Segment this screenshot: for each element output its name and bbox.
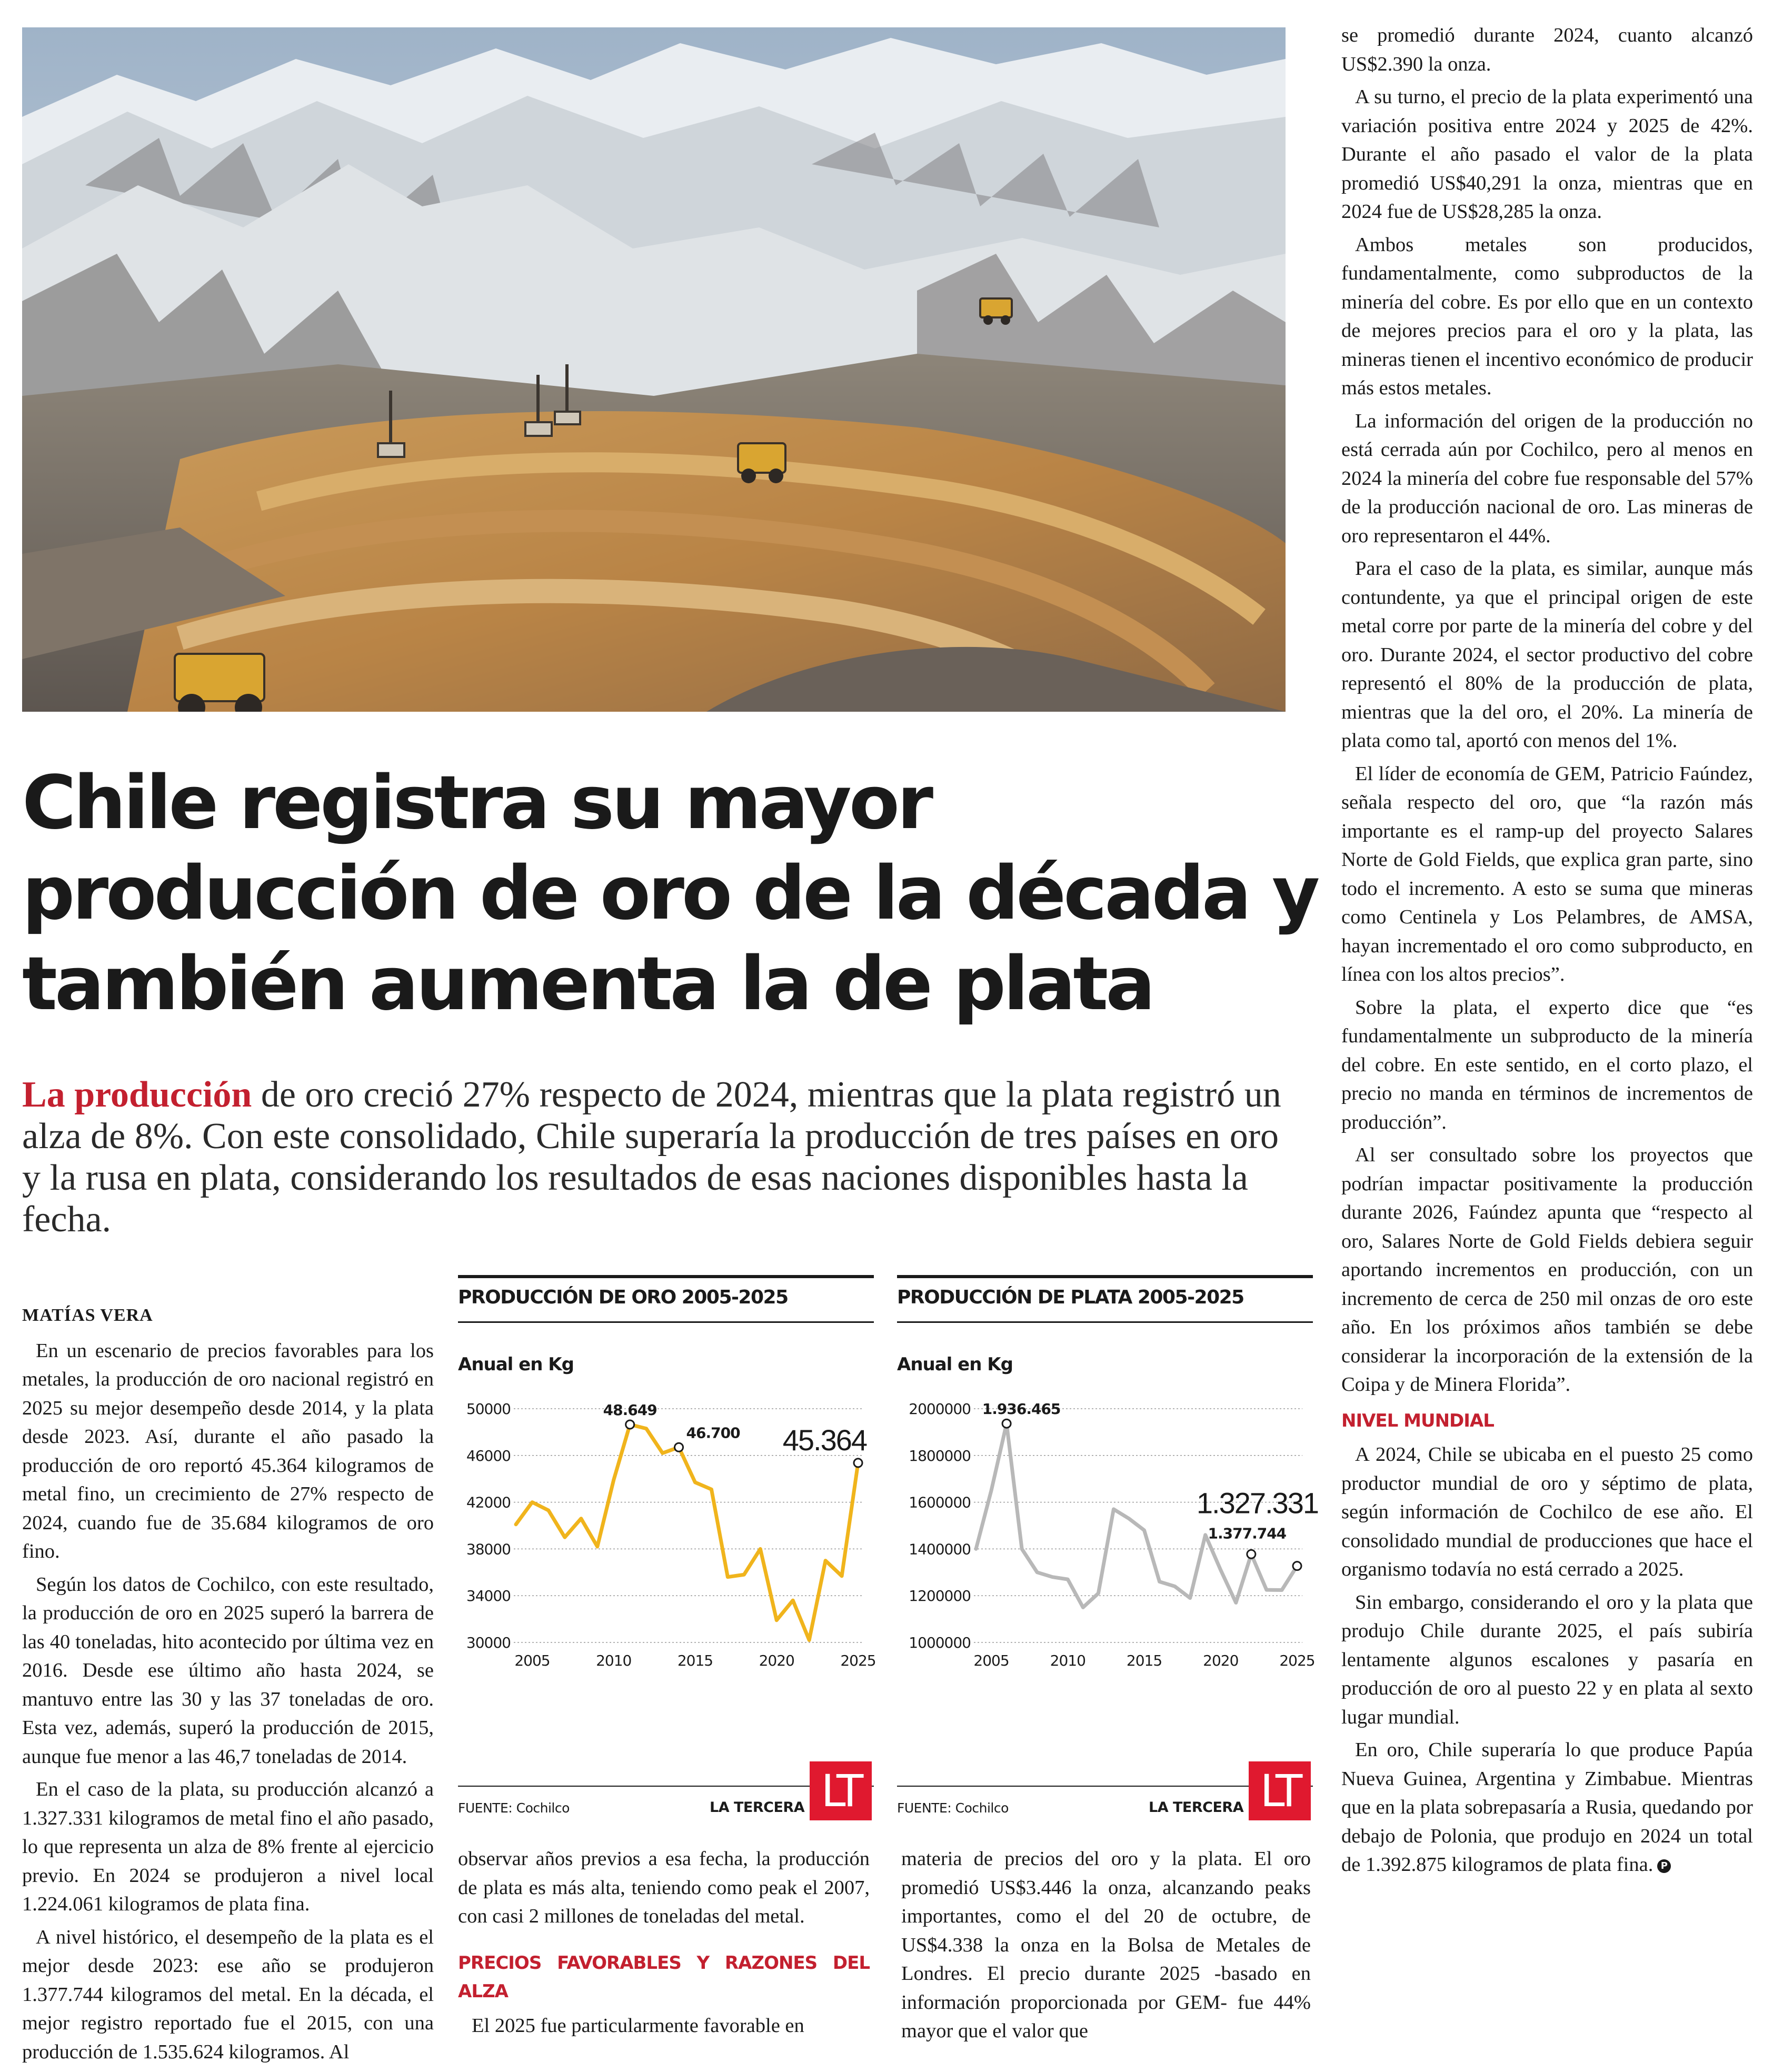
y-tick-label: 2000000 [909, 1400, 971, 1418]
paragraph: Sin embargo, considerando el oro y la plata que produjo Chile durante 2025, el país subiría lentamente algunos escalones y pasaría en producción de oro al puesto 22 y en plata al sexto lugar mundial. [1341, 1591, 1753, 1728]
paragraph: En un escenario de precios favorables para los metales, la producción de oro nacional registró en 2025 su mejor desempeño desde 2014, y la plata desde 2023. Así, durante el año pasado la producción de oro reportó 45.364 kilogramos de metal fino, un crecimiento de 27% respecto de 2024, cuando fue de 35.684 kilogramos de oro fino. [22, 1339, 434, 1562]
chart-title-rule [458, 1321, 874, 1323]
paragraph: El 2025 fue particularmente favorable en [472, 2014, 804, 2037]
end-mark-icon: P [1657, 1859, 1671, 1873]
x-tick-label: 2025 [840, 1652, 876, 1669]
paragraph: A su turno, el precio de la plata experimentó una variación positiva entre 2024 y 2025 de 42%. Durante el año pasado el valor de la plata promedió US$40,291 la onza, mientras que en 2024 fue de US$28,285 la onza. [1341, 86, 1753, 223]
x-tick-label: 2010 [1050, 1652, 1085, 1669]
paragraph: En el caso de la plata, su producción alcanzó a 1.327.331 kilogramos de metal fino el año pasado, lo que representa un alza de 8% frente al ejercicio previo. En 2024 se produjeron a nivel local 1.224.061 kilogramos de plata fina. [22, 1778, 434, 1915]
chart-brand: LA TERCERA [710, 1799, 805, 1816]
x-tick-label: 2010 [596, 1652, 632, 1669]
paragraph: Ambos metales son producidos, fundamentalmente, como subproductos de la minería del cobre. Es por ello que en un contexto de mejores precios para el oro y la plata, las mineras tienen el incentivo económico de producir más estos metales. [1341, 233, 1753, 399]
chart-title-rule [897, 1321, 1313, 1323]
x-tick-label: 2015 [1126, 1652, 1162, 1669]
deck-lead: La producción [22, 1074, 252, 1115]
paragraph [1341, 1736, 1753, 1879]
paragraph: El líder de economía de GEM, Patricio Faúndez, señala respecto del oro, que “la razón más importante es el ramp-up del proyecto Salares Norte de Gold Fields, que explica gran parte, sino todo el incremento. A esto se suma que mineras como Centinela y Los Pelambres, de AMSA, hayan incrementado el oro como subproducto, en línea con los altos precios”. [1341, 762, 1753, 985]
section-subhead: NIVEL MUNDIAL [1341, 1410, 1494, 1431]
data-point-marker [675, 1443, 683, 1451]
deck-text: de oro creció 27% respecto de 2024, mientras que la plata registró un alza de 8%. Con este consolidado, Chile superaría la producción de tres países en oro y la rusa en plata, considerando los resultados de esas naciones disponibles hasta la fecha. [22, 1074, 1281, 1240]
data-label: 1.327.331 [1196, 1486, 1318, 1520]
article-column-4 [1341, 21, 1753, 1879]
y-tick-label: 42000 [466, 1493, 511, 1511]
article-column-2 [458, 1845, 870, 2040]
chart-brand: LA TERCERA [1149, 1799, 1244, 1816]
data-point-marker [1247, 1550, 1256, 1558]
article-column-3 [901, 1845, 1311, 2046]
y-tick-label: 46000 [466, 1447, 511, 1465]
paragraph: se promedió durante 2024, cuanto alcanzó US$2.390 la onza. [1341, 24, 1753, 75]
y-tick-label: 1000000 [909, 1634, 971, 1651]
paragraph: observar años previos a esa fecha, la producción de plata es más alta, teniendo como peak el 2007, con casi 2 millones de toneladas del metal. [458, 1848, 870, 1927]
data-point-marker [854, 1459, 862, 1467]
y-tick-label: 1800000 [909, 1447, 971, 1465]
section-subhead: PRECIOS FAVORABLES Y RAZONES DEL ALZA [458, 1952, 870, 2002]
deck [22, 1074, 1296, 1240]
paragraph: Para el caso de la plata, es similar, aunque más contundente, ya que el principal origen de este metal corre por parte de la minería del cobre y del oro. Durante 2024, el sector productivo del cobre representó el 80% de la producción de plata, mientras que la del oro, el 20%. La minería de plata como tal, aportó con menos del 1%. [1341, 557, 1753, 752]
paragraph-text: En oro, Chile superaría lo que produce Papúa Nueva Guinea, Argentina y Zimbabue. Mientras que en la plata sobrepasaría a Rusia, quedando por debajo de Polonia, que produjo en 2024 un total de 1.392.875 kilogramos de plata fina. [1341, 1739, 1753, 1876]
data-point-marker [626, 1420, 634, 1429]
x-tick-label: 2015 [677, 1652, 713, 1669]
paragraph: A nivel histórico, el desempeño de la plata es el mejor desde 2023: ese año se produjeron 1.377.744 kilogramos del metal. En la década, el mejor registro reportado fue el 2015, con una producción de 1.535.624 kilogramos. Al [22, 1926, 434, 2063]
silver-line-plot [897, 1380, 1318, 1738]
x-tick-label: 2005 [514, 1652, 550, 1669]
headline [22, 758, 1318, 1030]
la-tercera-logo: LT [810, 1761, 872, 1820]
chart-title: PRODUCCIÓN DE ORO 2005-2025 [458, 1287, 788, 1308]
gold-production-chart [458, 1275, 874, 1828]
chart-title: PRODUCCIÓN DE PLATA 2005-2025 [897, 1287, 1244, 1308]
mine-photo [22, 27, 1286, 712]
y-tick-label: 1200000 [909, 1587, 971, 1605]
headline-line-3: también aumenta la de plata [22, 941, 1153, 1027]
headline-line-2: producción de oro de la década y [22, 851, 1318, 937]
y-tick-label: 1600000 [909, 1493, 971, 1511]
data-label: 46.700 [686, 1424, 740, 1442]
headline-line-1: Chile registra su mayor [22, 760, 931, 846]
data-label: 48.649 [603, 1401, 657, 1419]
y-tick-label: 30000 [466, 1634, 511, 1651]
series-line [516, 1424, 858, 1640]
article-column-1 [22, 1301, 434, 2066]
x-tick-label: 2020 [1203, 1652, 1239, 1669]
y-tick-label: 34000 [466, 1587, 511, 1605]
chart-top-rule [458, 1275, 874, 1278]
paragraph: La información del origen de la producción no está cerrada aún por Cochilco, pero al menos en 2024 la minería del cobre fue responsable del 57% de la producción nacional de oro. Las mineras de oro representaron el 44%. [1341, 410, 1753, 547]
paragraph: materia de precios del oro y la plata. El oro promedió US$3.446 la onza, alcanzando peaks importantes, como el del 20 de octubre, de US$4.338 la onza en la Bolsa de Metales de Londres. El precio durante 2025 -basado en información proporcionada por GEM- fue 44% mayor que el valor que [901, 1848, 1311, 2042]
gold-line-plot [458, 1380, 874, 1738]
y-tick-label: 50000 [466, 1400, 511, 1418]
data-label: 1.377.744 [1208, 1525, 1287, 1542]
paragraph: Según los datos de Cochilco, con este resultado, la producción de oro en 2025 superó la barrera de las 40 toneladas, hito acontecido por última vez en 2016. Desde ese último año hasta 2024, se mantuvo entre las 30 y las 37 toneladas de oro. Esta vez, además, superó la producción de 2015, aunque fue menor a las 46,7 toneladas de 2014. [22, 1573, 434, 1768]
paragraph: Al ser consultado sobre los proyectos que podrían impactar positivamente la producción durante 2026, Faúndez apunta que “respecto al oro, Salares Norte de Gold Fields debiera seguir aportando incrementos en producción, con un incremento de cerca de 250 mil onzas de oro este año. En los próximos años también se debe considerar la incorporación de la extensión de la Coipa y de Minera Florida”. [1341, 1144, 1753, 1396]
open-pit-mine-illustration [22, 27, 1286, 712]
y-tick-label: 1400000 [909, 1540, 971, 1558]
paragraph: A 2024, Chile se ubicaba en el puesto 25 como productor mundial de oro y séptimo de plata, según información de Cochilco de ese año. El consolidado mundial de producciones que hace el organismo todavía no está cerrado a 2025. [1341, 1443, 1753, 1580]
chart-source: FUENTE: Cochilco [897, 1800, 1009, 1816]
chart-source: FUENTE: Cochilco [458, 1800, 570, 1816]
byline: MATÍAS VERA [22, 1306, 153, 1325]
x-tick-label: 2020 [759, 1652, 794, 1669]
x-tick-label: 2025 [1279, 1652, 1315, 1669]
y-tick-label: 38000 [466, 1540, 511, 1558]
x-tick-label: 2005 [973, 1652, 1009, 1669]
la-tercera-logo: LT [1249, 1761, 1311, 1820]
chart-top-rule [897, 1275, 1313, 1278]
chart-subtitle: Anual en Kg [458, 1354, 574, 1375]
silver-production-chart [897, 1275, 1318, 1828]
paragraph: Sobre la plata, el experto dice que “es fundamentalmente un subproducto de la minería del cobre. En este sentido, en el corto plazo, el precio no manda en términos de incrementos de producción”. [1341, 996, 1753, 1133]
data-label: 45.364 [782, 1423, 866, 1457]
chart-subtitle: Anual en Kg [897, 1354, 1013, 1375]
data-point-marker [1293, 1562, 1301, 1570]
data-point-marker [1002, 1419, 1011, 1428]
data-label: 1.936.465 [982, 1400, 1061, 1418]
